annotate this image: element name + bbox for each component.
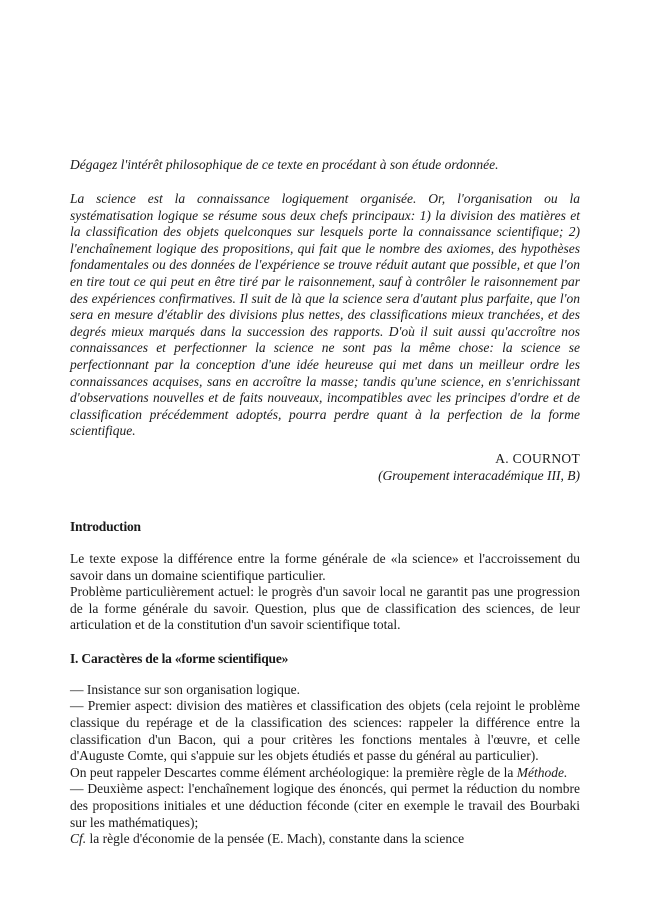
cournot-quote: La science est la connaissance logiquement organisée. Or, l'organisation ou la systématisation logique se résume sous deux chefs principaux: 1) la division des matières et la classification des objets quelconques sur lesquels porte la connaissance scientifique; 2) l'enchaînement logique des propositions, qui fait que le nombre des axiomes, des hypothèses fondamentales ou des données de l'expérience se trouve réduit autant que possible, et que l'on en tire tout ce qui peut en être tiré par le raisonnement, sauf à contrôler le raisonnement par des expériences confirmatives. Il suit de là que la science sera d'autant plus parfaite, que l'on sera en mesure d'établir des divisions plus nettes, des classifications mieux tranchées, et des degrés mieux marqués dans la succession des rapports. D'où il suit aussi qu'accroître nos connaissances et perfectionner la science ne sont pas la même chose: la science se perfectionnant par la conception d'une idée heureuse qui met dans un meilleur ordre les connaissances acquises, sans en accroître la masse; tandis qu'une science, en s'enrichissant d'observations nouvelles et de faits nouveaux, incompatibles avec les principes d'ordre et de classification précédemment adoptés, pourra perdre quant à la perfection de la forme scientifique. — [70, 191, 580, 439]
section-1-line-3 — [70, 765, 580, 782]
section-1-line-5-text: la règle d'économie de la pensée (E. Mach), constante dans la science — [86, 831, 465, 847]
cf-abbreviation: Cf. — [70, 831, 87, 847]
section-1-line-4: — Deuxième aspect: l'enchaînement logique des énoncés, qui permet la réduction du nombre des propositions initiales et une déduction féconde (citer en exemple le travail des Bourbaki sur les mathématiques); — [70, 781, 580, 830]
introduction-paragraph-2: Problème particulièrement actuel: le progrès d'un savoir local ne garantit pas une progression de la forme générale du savoir. Question, plus que de classification des sciences, de leur articulation et de la constitution d'un savoir scientifique total. — [70, 584, 580, 633]
introduction-body — [70, 551, 580, 634]
section-1-heading: I. Caractères de la «forme scientifique» — [70, 650, 289, 666]
section-1-line-2: — Premier aspect: division des matières et classification des objets (cela rejoint le problème classique du repérage et de la classification des sciences: rappeler la différence entre la classification d'un Bacon, qui a pour critères les fonctions mentales à l'œuvre, et celle d'Auguste Comte, qui s'appuie sur les objets étudiés et passe du général au particulier). — [70, 698, 580, 764]
quote-attribution — [70, 450, 580, 484]
section-1-body — [70, 682, 580, 848]
exam-instruction: Dégagez l'intérêt philosophique de ce texte en procédant à son étude ordonnée. — [70, 157, 499, 172]
methode-title: Méthode. — [516, 764, 568, 780]
quote-source: (Groupement interacadémique III, B) — [378, 467, 580, 483]
section-1-line-3-text: On peut rappeler Descartes comme élément archéologique: la première règle de la — [70, 764, 517, 780]
quote-author: A. COURNOT — [495, 450, 580, 466]
introduction-paragraph-1: Le texte expose la différence entre la forme générale de «la science» et l'accroissement du savoir dans un domaine scientifique particulier. — [70, 550, 580, 583]
section-1-line-1: — Insistance sur son organisation logique. — [70, 681, 300, 697]
document-page — [70, 156, 580, 848]
introduction-heading: Introduction — [70, 518, 141, 534]
section-1-line-5 — [70, 831, 580, 848]
